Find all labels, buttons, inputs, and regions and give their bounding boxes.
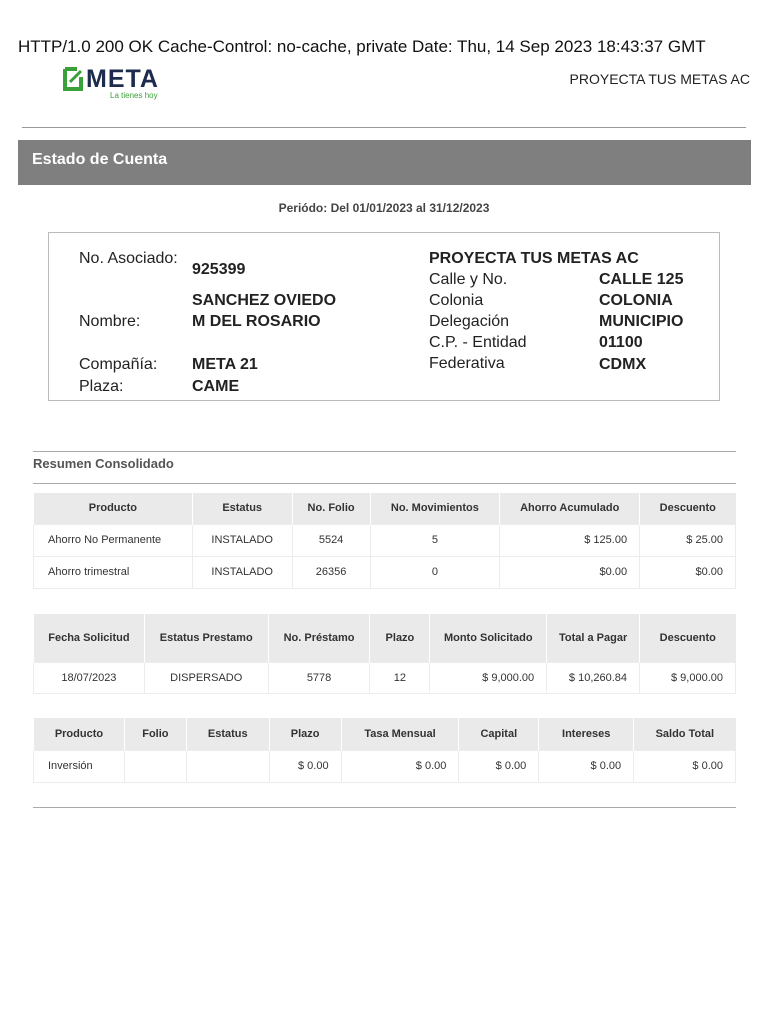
meta-logo	[62, 65, 172, 103]
table-cell: Ahorro trimestral	[34, 556, 193, 588]
column-header: Estatus	[192, 493, 292, 524]
inversion-table	[33, 718, 736, 783]
footer-divider	[33, 807, 736, 808]
table-cell: $ 0.00	[269, 750, 341, 782]
table-cell: 5524	[292, 524, 370, 556]
column-header: Capital	[459, 718, 539, 750]
nombre-value: SANCHEZ OVIEDO M DEL ROSARIO	[192, 292, 337, 330]
column-header: Descuento	[640, 614, 736, 662]
table-header-row	[34, 493, 736, 524]
plaza-label: Plaza:	[79, 378, 124, 395]
compania-value: META 21	[192, 356, 258, 373]
table-cell: INSTALADO	[192, 524, 292, 556]
table-cell: $ 9,000.00	[640, 662, 736, 693]
table-cell: INSTALADO	[192, 556, 292, 588]
table-cell	[186, 750, 269, 782]
table-cell: 5778	[268, 662, 370, 693]
delegacion-label: Delegación	[429, 313, 510, 330]
section-divider-bottom	[33, 483, 736, 484]
colonia-value: COLONIA	[599, 292, 673, 309]
no-asociado-value: 925399	[192, 261, 246, 278]
table-cell: 12	[370, 662, 430, 693]
table-header-row	[34, 614, 736, 662]
table-cell: 26356	[292, 556, 370, 588]
table-cell: $ 25.00	[640, 524, 736, 556]
column-header: Estatus Prestamo	[144, 614, 268, 662]
column-header: Intereses	[539, 718, 634, 750]
compania-label: Compañía:	[79, 356, 158, 373]
table-cell: 0	[370, 556, 500, 588]
table-row	[34, 556, 736, 588]
table-cell: $ 9,000.00	[430, 662, 547, 693]
entidad-value: CDMX	[599, 356, 647, 373]
table-cell: $ 0.00	[341, 750, 459, 782]
table-header-row	[34, 718, 736, 750]
ahorro-table	[33, 493, 736, 589]
section-divider-top	[33, 451, 736, 452]
column-header: Tasa Mensual	[341, 718, 459, 750]
column-header: Folio	[124, 718, 186, 750]
column-header: No. Préstamo	[268, 614, 370, 662]
logo-word: META	[86, 65, 159, 93]
nombre-label: Nombre:	[79, 313, 141, 330]
meta-logo-mark-icon	[62, 67, 84, 91]
company-name: PROYECTA TUS METAS AC	[429, 250, 639, 267]
table-cell: $ 0.00	[459, 750, 539, 782]
table-cell: Ahorro No Permanente	[34, 524, 193, 556]
table-cell: 5	[370, 524, 500, 556]
column-header: Producto	[34, 718, 125, 750]
prestamo-table	[33, 614, 736, 694]
column-header: Plazo	[370, 614, 430, 662]
table-row	[34, 524, 736, 556]
no-asociado-label: No. Asociado:	[79, 250, 178, 267]
table-cell: $ 125.00	[500, 524, 640, 556]
table-cell: $0.00	[500, 556, 640, 588]
table-cell: 18/07/2023	[34, 662, 145, 693]
http-header-line: HTTP/1.0 200 OK Cache-Control: no-cache, private Date: Thu, 14 Sep 2023 18:43:37 GMT	[18, 37, 706, 56]
plaza-value: CAME	[192, 378, 240, 395]
table-cell	[124, 750, 186, 782]
colonia-label: Colonia	[429, 292, 484, 309]
resumen-title: Resumen Consolidado	[33, 456, 174, 471]
table-cell: $ 0.00	[539, 750, 634, 782]
period: Periódo: Del 01/01/2023 al 31/12/2023	[278, 201, 490, 215]
delegacion-value: MUNICIPIO	[599, 313, 684, 330]
column-header: No. Movimientos	[370, 493, 500, 524]
page-title: Estado de Cuenta	[18, 140, 751, 185]
table-cell: $ 0.00	[634, 750, 736, 782]
column-header: Ahorro Acumulado	[500, 493, 640, 524]
column-header: Plazo	[269, 718, 341, 750]
account-info-box	[48, 232, 720, 401]
column-header: Descuento	[640, 493, 736, 524]
table-cell: Inversión	[34, 750, 125, 782]
header-divider	[22, 127, 746, 128]
table-row	[34, 750, 736, 782]
table-cell: DISPERSADO	[144, 662, 268, 693]
table-cell: $ 10,260.84	[547, 662, 640, 693]
company-header: PROYECTA TUS METAS AC	[569, 71, 750, 87]
column-header: Saldo Total	[634, 718, 736, 750]
column-header: No. Folio	[292, 493, 370, 524]
calle-value: CALLE 125	[599, 271, 684, 288]
column-header: Estatus	[186, 718, 269, 750]
column-header: Monto Solicitado	[430, 614, 547, 662]
table-cell: $0.00	[640, 556, 736, 588]
column-header: Fecha Solicitud	[34, 614, 145, 662]
logo-tagline: La tienes hoy	[110, 91, 158, 100]
cp-label: C.P. - Entidad Federativa	[429, 334, 527, 372]
table-row	[34, 662, 736, 693]
column-header: Producto	[34, 493, 193, 524]
cp-value: 01100	[599, 334, 643, 351]
calle-label: Calle y No.	[429, 271, 508, 288]
column-header: Total a Pagar	[547, 614, 640, 662]
